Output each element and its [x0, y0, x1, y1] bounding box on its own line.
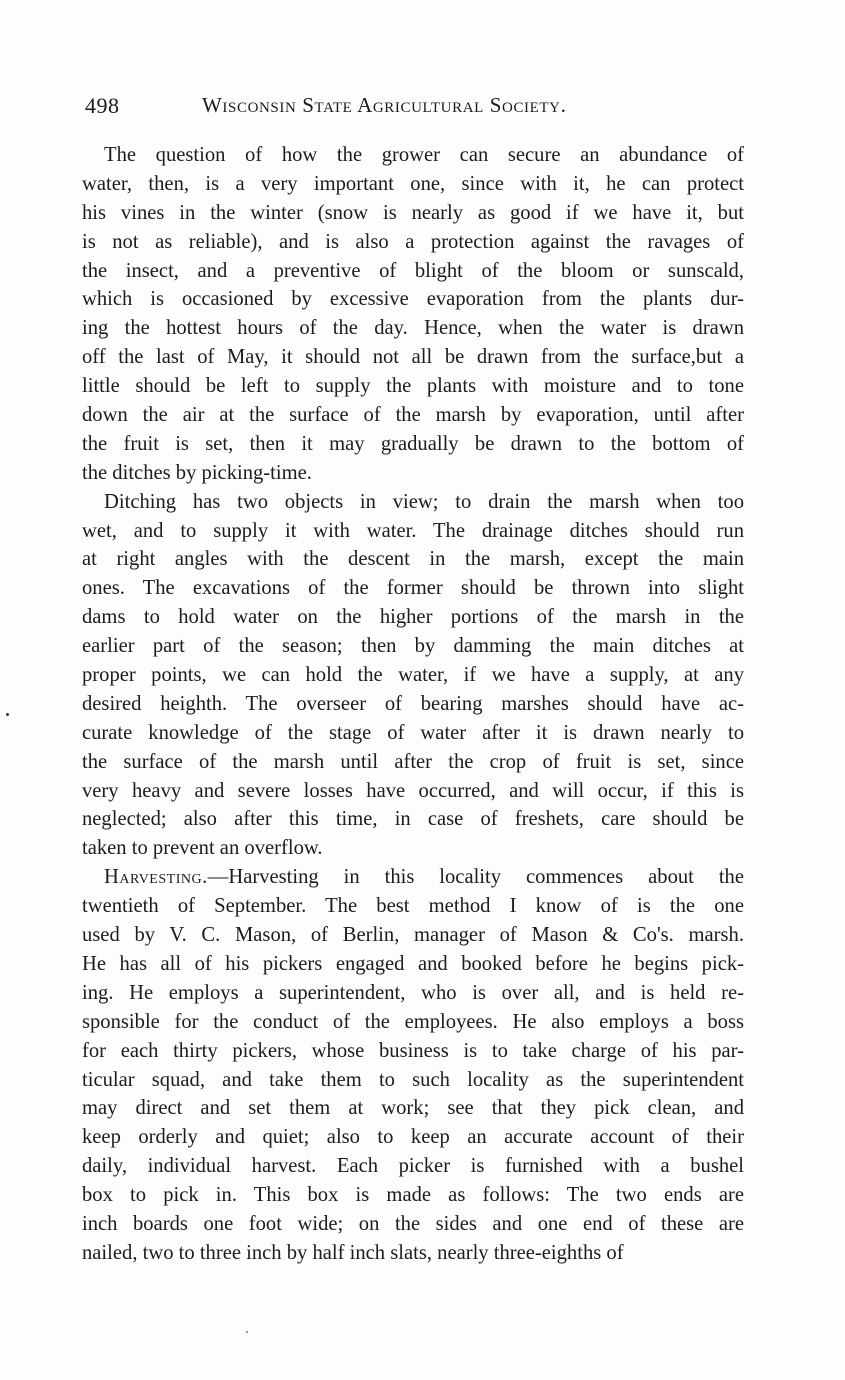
text-line [82, 777, 744, 806]
line-text: his vines in the winter (snow is nearly as good if we have it, but [82, 201, 744, 224]
text-line [82, 1066, 744, 1095]
text-line [82, 170, 744, 199]
text-line [82, 459, 744, 488]
text-line [82, 343, 744, 372]
text-line [82, 950, 744, 979]
paragraph [82, 141, 744, 488]
running-title: Wisconsin State Agricultural Society. [202, 93, 567, 117]
text-line [82, 285, 744, 314]
line-text: curate knowledge of the stage of water after it is drawn nearly to [82, 721, 744, 744]
line-text: keep orderly and quiet; also to keep an accurate account of their [82, 1126, 744, 1149]
text-line [82, 603, 744, 632]
paragraph [82, 488, 744, 864]
text-line [82, 1037, 744, 1066]
line-text: inch boards one foot wide; on the sides and one end of these are [82, 1212, 744, 1235]
text-line [82, 1181, 744, 1210]
text-line [82, 632, 744, 661]
line-text: twentieth of September. The best method I know of is the one [82, 895, 744, 918]
line-text: box to pick in. This box is made as follows: The two ends are [82, 1184, 744, 1207]
text-line [82, 228, 744, 257]
text-line [82, 805, 744, 834]
margin-speck [6, 713, 9, 716]
page-number: 498 [85, 93, 120, 118]
body-text [82, 141, 744, 1268]
line-text: off the last of May, it should not all be drawn from the surface,but a [82, 346, 744, 369]
line-text: sponsible for the conduct of the employees. He also employs a boss [82, 1010, 744, 1033]
text-line [82, 488, 744, 517]
line-text: nailed, two to three inch by half inch slats, nearly three-eighths of [82, 1241, 624, 1264]
text-line [82, 921, 744, 950]
text-line [82, 1239, 744, 1268]
text-line [82, 719, 744, 748]
text-line [82, 690, 744, 719]
line-text: very heavy and severe losses have occurred, and will occur, if this is [82, 779, 744, 802]
text-line [82, 1094, 744, 1123]
line-text: earlier part of the season; then by damming the main ditches at [82, 635, 744, 658]
text-line [82, 574, 744, 603]
line-text: ing the hottest hours of the day. Hence, when the water is drawn [82, 317, 744, 340]
line-text: used by V. C. Mason, of Berlin, manager of Mason & Co's. marsh. [82, 924, 744, 947]
line-text: which is occasioned by excessive evaporation from the plants dur- [82, 288, 744, 311]
line-text: the fruit is set, then it may gradually be drawn to the bottom of [82, 432, 744, 455]
text-line [82, 517, 744, 546]
line-text: neglected; also after this time, in case of freshets, care should be [82, 808, 744, 831]
line-text: —Harvesting in this locality commences about the [207, 866, 744, 889]
line-text: the ditches by picking-time. [82, 461, 312, 484]
page-header [85, 93, 745, 127]
text-line [82, 661, 744, 690]
line-text: little should be left to supply the plants with moisture and to tone [82, 375, 744, 398]
text-line [82, 199, 744, 228]
paragraph [82, 863, 744, 1267]
line-text: is not as reliable), and is also a protection against the ravages of [82, 230, 744, 253]
text-line [82, 430, 744, 459]
line-text: daily, individual harvest. Each picker is furnished with a bushel [82, 1155, 744, 1178]
text-line [82, 257, 744, 286]
text-line [82, 1123, 744, 1152]
line-text: at right angles with the descent in the marsh, except the main [82, 548, 744, 571]
line-text: ones. The excavations of the former should be thrown into slight [82, 577, 744, 600]
text-line [82, 314, 744, 343]
text-line [82, 1152, 744, 1181]
line-text: may direct and set them at work; see that they pick clean, and [82, 1097, 744, 1120]
line-text: proper points, we can hold the water, if we have a supply, at any [82, 664, 744, 687]
text-line [82, 979, 744, 1008]
text-line [82, 1210, 744, 1239]
paragraphs [82, 141, 744, 1268]
text-line [82, 1008, 744, 1037]
text-line [82, 863, 744, 892]
text-line [82, 141, 744, 170]
line-text: dams to hold water on the higher portions of the marsh in the [82, 606, 744, 629]
section-heading: Harvesting. [104, 866, 208, 889]
line-text: ing. He employs a superintendent, who is over all, and is held re- [82, 981, 744, 1004]
page-speck [246, 1331, 248, 1333]
text-line [82, 748, 744, 777]
line-text: The question of how the grower can secure an abundance of [104, 144, 744, 166]
line-text: He has all of his pickers engaged and booked before he begins pick- [82, 952, 744, 975]
text-line [82, 401, 744, 430]
line-text: water, then, is a very important one, since with it, he can protect [82, 172, 744, 195]
line-text: desired heighth. The overseer of bearing marshes should have ac- [82, 692, 744, 715]
text-line [82, 892, 744, 921]
text-line [82, 545, 744, 574]
line-text: Ditching has two objects in view; to drain the marsh when too [104, 490, 744, 513]
text-line [82, 834, 744, 863]
line-text: wet, and to supply it with water. The drainage ditches should run [82, 519, 744, 542]
line-text: ticular squad, and take them to such locality as the superintendent [82, 1068, 744, 1091]
line-text: taken to prevent an overflow. [82, 837, 323, 860]
line-text: the surface of the marsh until after the crop of fruit is set, since [82, 750, 744, 773]
line-text: the insect, and a preventive of blight of the bloom or sunscald, [82, 259, 744, 282]
text-line [82, 372, 744, 401]
line-text: for each thirty pickers, whose business is to take charge of his par- [82, 1039, 744, 1062]
line-text: down the air at the surface of the marsh by evaporation, until after [82, 404, 744, 427]
